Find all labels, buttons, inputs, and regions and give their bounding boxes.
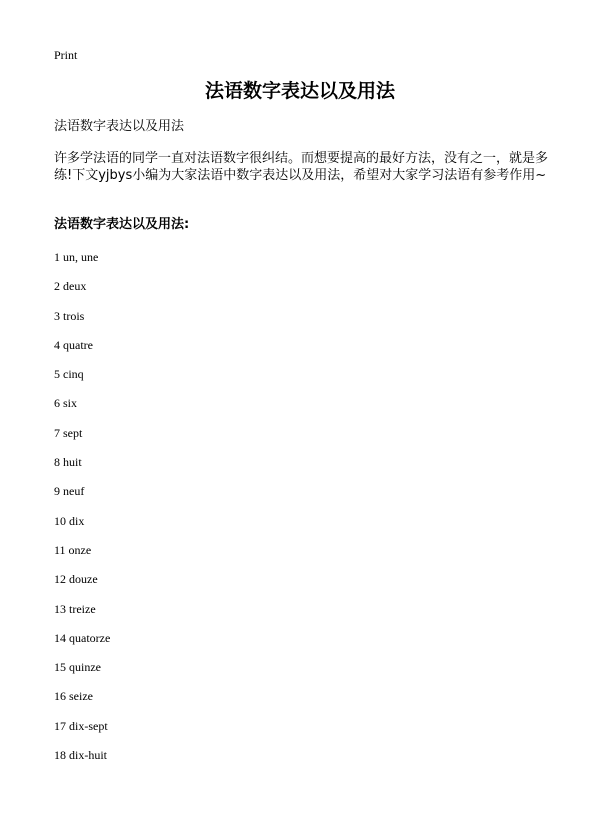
print-link[interactable]: Print <box>54 48 78 62</box>
list-item: 1 un, une <box>54 250 99 264</box>
list-item: 4 quatre <box>54 337 93 352</box>
list-item: 14 quatorze <box>54 630 111 645</box>
list-item: 17 dix-sept <box>54 718 108 733</box>
list-item: 11 onze <box>54 542 92 557</box>
list-item: 10 dix <box>54 513 85 528</box>
article-subtitle: 法语数字表达以及用法 <box>54 119 185 134</box>
list-item: 18 dix-huit <box>54 748 107 763</box>
page-title: 法语数字表达以及用法 <box>204 80 395 102</box>
list-item: 5 cinq <box>54 367 84 382</box>
intro-paragraph: 许多学法语的同学一直对法语数字很纠结。而想要提高的最好方法，没有之一，就是多练!下文yjbys小编为大家法语中数字表达以及用法，希望对大家学习法语有参考作用~ <box>54 151 549 183</box>
list-item: 6 six <box>54 396 78 411</box>
section-heading: 法语数字表达以及用法: <box>54 217 190 232</box>
list-item: 15 quinze <box>54 660 101 675</box>
list-item: 9 neuf <box>54 484 85 499</box>
list-item: 7 sept <box>54 425 83 440</box>
list-item: 16 seize <box>54 689 93 704</box>
list-item: 8 huit <box>54 455 82 470</box>
list-item: 13 treize <box>54 601 96 616</box>
list-item: 12 douze <box>54 572 98 587</box>
number-list <box>54 249 110 776</box>
list-item: 2 deux <box>54 279 87 294</box>
list-item: 3 trois <box>54 308 85 323</box>
